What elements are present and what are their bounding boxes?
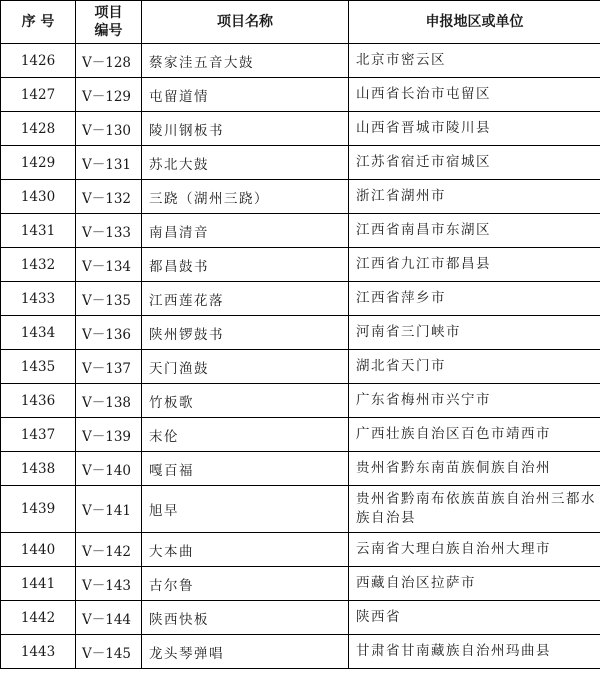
table-row <box>1 567 600 601</box>
cell-project-code: Ⅴ－138 <box>76 384 142 418</box>
cell-project-code: Ⅴ－128 <box>76 44 142 78</box>
cell-region: 湖北省天门市 <box>349 350 600 384</box>
cell-serial-number: 1434 <box>1 316 76 350</box>
header-serial-number: 序 号 <box>1 1 76 44</box>
cell-project-code: Ⅴ－137 <box>76 350 142 384</box>
table-row <box>1 601 600 635</box>
table-row <box>1 214 600 248</box>
cell-region: 贵州省黔南布依族苗族自治州三都水族自治县 <box>349 486 600 533</box>
cell-serial-number: 1428 <box>1 112 76 146</box>
cell-project-name: 江西莲花落 <box>142 282 349 316</box>
cell-serial-number: 1433 <box>1 282 76 316</box>
table-body <box>1 44 600 669</box>
cell-project-code: Ⅴ－133 <box>76 214 142 248</box>
cell-serial-number: 1432 <box>1 248 76 282</box>
cell-region: 广西壮族自治区百色市靖西市 <box>349 418 600 452</box>
cell-project-name: 陕西快板 <box>142 601 349 635</box>
cell-project-code: Ⅴ－130 <box>76 112 142 146</box>
cell-project-name: 竹板歌 <box>142 384 349 418</box>
cell-project-code: Ⅴ－131 <box>76 146 142 180</box>
cell-project-name: 陵川钢板书 <box>142 112 349 146</box>
cell-project-name: 旭早 <box>142 486 349 533</box>
cell-project-name: 蔡家洼五音大鼓 <box>142 44 349 78</box>
cell-project-code: Ⅴ－144 <box>76 601 142 635</box>
cell-project-name: 三跷（湖州三跷） <box>142 180 349 214</box>
cell-serial-number: 1426 <box>1 44 76 78</box>
cell-project-name: 苏北大鼓 <box>142 146 349 180</box>
cell-project-code: Ⅴ－140 <box>76 452 142 486</box>
cell-project-code: Ⅴ－129 <box>76 78 142 112</box>
cell-serial-number: 1431 <box>1 214 76 248</box>
table-row <box>1 112 600 146</box>
cell-serial-number: 1443 <box>1 635 76 669</box>
cell-project-name: 嘎百福 <box>142 452 349 486</box>
cell-region: 浙江省湖州市 <box>349 180 600 214</box>
table-row <box>1 350 600 384</box>
cell-project-code: Ⅴ－142 <box>76 533 142 567</box>
cell-project-code: Ⅴ－136 <box>76 316 142 350</box>
cell-region: 贵州省黔东南苗族侗族自治州 <box>349 452 600 486</box>
table-row <box>1 78 600 112</box>
cell-serial-number: 1430 <box>1 180 76 214</box>
header-project-code-line2: 编号 <box>94 23 123 39</box>
cell-project-name: 龙头琴弹唱 <box>142 635 349 669</box>
cell-serial-number: 1429 <box>1 146 76 180</box>
table-row <box>1 486 600 533</box>
cell-serial-number: 1437 <box>1 418 76 452</box>
cell-region: 云南省大理白族自治州大理市 <box>349 533 600 567</box>
cell-serial-number: 1438 <box>1 452 76 486</box>
cell-serial-number: 1427 <box>1 78 76 112</box>
header-region: 申报地区或单位 <box>349 1 600 44</box>
cell-project-name: 南昌清音 <box>142 214 349 248</box>
cell-project-code: Ⅴ－143 <box>76 567 142 601</box>
header-project-name: 项目名称 <box>142 1 349 44</box>
cell-project-code: Ⅴ－141 <box>76 486 142 533</box>
cell-region: 江西省萍乡市 <box>349 282 600 316</box>
table-row <box>1 146 600 180</box>
cell-serial-number: 1439 <box>1 486 76 533</box>
cell-serial-number: 1436 <box>1 384 76 418</box>
cell-project-code: Ⅴ－139 <box>76 418 142 452</box>
cell-region: 江西省九江市都昌县 <box>349 248 600 282</box>
cell-region: 甘肃省甘南藏族自治州玛曲县 <box>349 635 600 669</box>
table-header-row <box>1 1 600 44</box>
table-row <box>1 248 600 282</box>
table-row <box>1 384 600 418</box>
cell-region: 河南省三门峡市 <box>349 316 600 350</box>
table-row <box>1 533 600 567</box>
table-row <box>1 282 600 316</box>
table-row <box>1 635 600 669</box>
table-row <box>1 180 600 214</box>
header-project-code-line1: 项目 <box>94 5 123 21</box>
cell-region: 广东省梅州市兴宁市 <box>349 384 600 418</box>
cell-region: 江西省南昌市东湖区 <box>349 214 600 248</box>
table-row <box>1 44 600 78</box>
cell-region: 山西省长治市屯留区 <box>349 78 600 112</box>
cell-project-code: Ⅴ－132 <box>76 180 142 214</box>
cell-project-code: Ⅴ－145 <box>76 635 142 669</box>
cell-project-name: 陕州锣鼓书 <box>142 316 349 350</box>
cell-region: 北京市密云区 <box>349 44 600 78</box>
cell-project-name: 屯留道情 <box>142 78 349 112</box>
cell-region: 山西省晋城市陵川县 <box>349 112 600 146</box>
table-row <box>1 418 600 452</box>
cell-project-name: 都昌鼓书 <box>142 248 349 282</box>
table-row <box>1 316 600 350</box>
cell-serial-number: 1441 <box>1 567 76 601</box>
cell-project-code: Ⅴ－135 <box>76 282 142 316</box>
header-project-code <box>76 1 142 44</box>
cell-serial-number: 1440 <box>1 533 76 567</box>
cell-project-name: 天门渔鼓 <box>142 350 349 384</box>
cell-project-name: 大本曲 <box>142 533 349 567</box>
cell-project-code: Ⅴ－134 <box>76 248 142 282</box>
cell-serial-number: 1435 <box>1 350 76 384</box>
table-row <box>1 452 600 486</box>
cell-project-name: 古尔鲁 <box>142 567 349 601</box>
cell-region: 江苏省宿迁市宿城区 <box>349 146 600 180</box>
cell-region: 陕西省 <box>349 601 600 635</box>
cell-project-name: 末伦 <box>142 418 349 452</box>
cell-serial-number: 1442 <box>1 601 76 635</box>
cell-region: 西藏自治区拉萨市 <box>349 567 600 601</box>
